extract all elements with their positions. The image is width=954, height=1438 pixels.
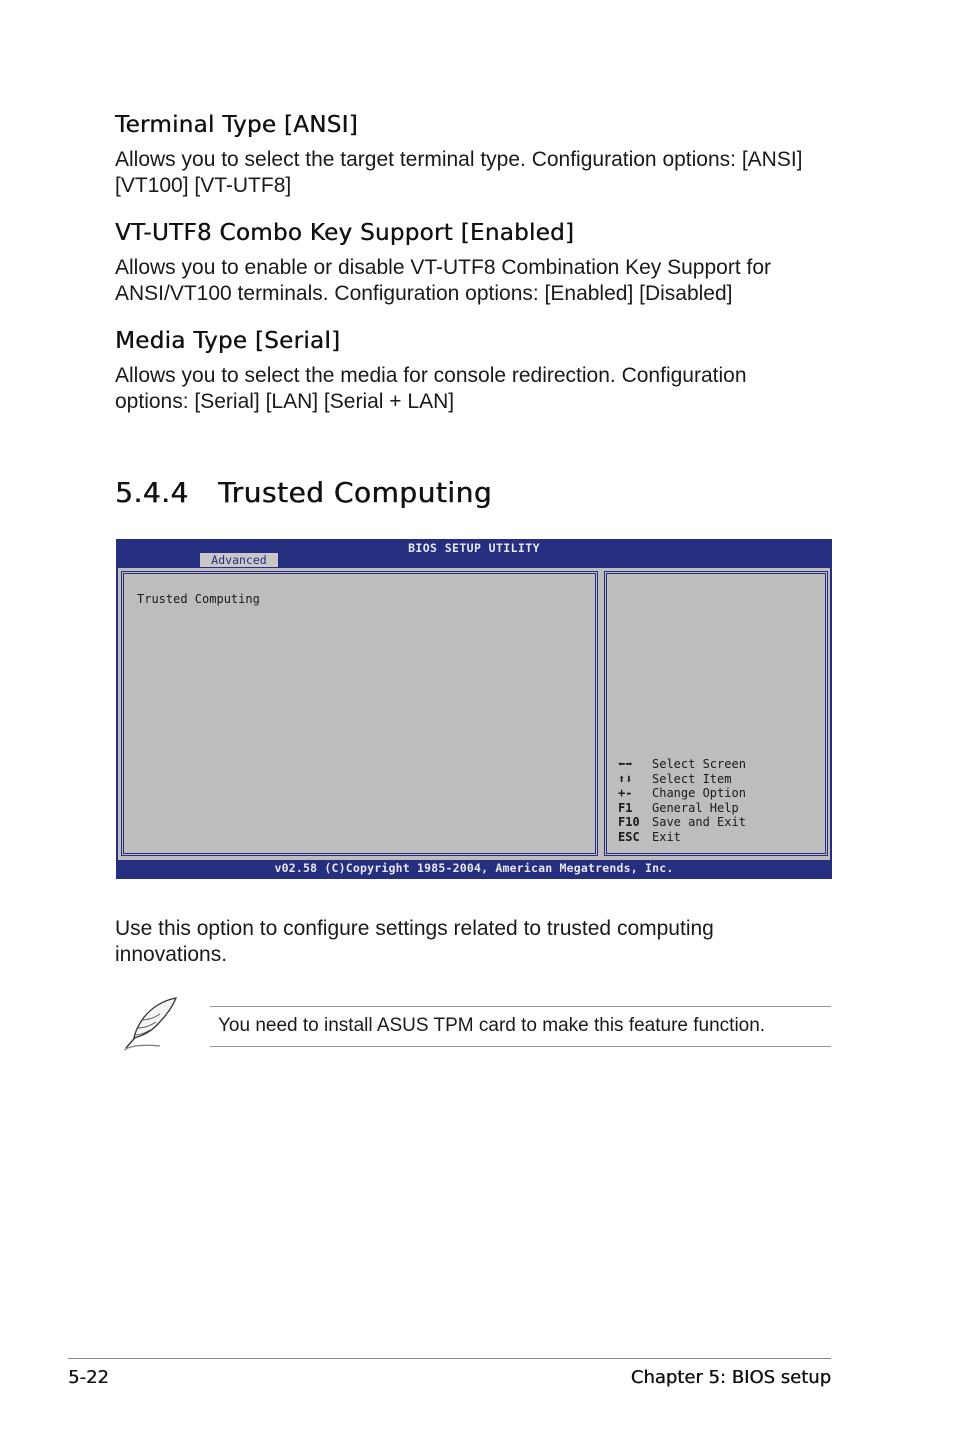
bios-body	[118, 568, 830, 860]
paragraph-line: Allows you to select the target terminal type. Configuration options: [ANSI]	[115, 148, 803, 171]
up-down-arrows-icon: ⬆⬇	[618, 771, 633, 786]
key-legend-item	[618, 786, 746, 801]
feather-quill-icon	[120, 994, 180, 1052]
key-legend-item	[618, 815, 746, 830]
section-title	[115, 476, 492, 509]
heading-vt-utf8-combo-key: VT-UTF8 Combo Key Support [Enabled]	[115, 220, 575, 246]
heading-media-type: Media Type [Serial]	[115, 328, 341, 354]
paragraph-line: Allows you to enable or disable VT-UTF8 Combination Key Support for	[115, 256, 771, 279]
key-action: Select Item	[652, 771, 732, 786]
key-action: Save and Exit	[652, 815, 746, 830]
paragraph-line: ANSI/VT100 terminals. Configuration options: [Enabled] [Disabled]	[115, 282, 733, 305]
key-legend-item	[618, 757, 746, 772]
paragraph-vt-utf8-combo-key	[115, 255, 845, 307]
paragraph-line: options: [Serial] [LAN] [Serial + LAN]	[115, 390, 455, 413]
section-number: 5.4.4	[115, 476, 189, 509]
section-title-text: Trusted Computing	[218, 476, 492, 509]
footer-rule	[68, 1358, 831, 1359]
paragraph-media-type	[115, 363, 845, 415]
bios-copyright: v02.58 (C)Copyright 1985-2004, American Megatrends, Inc.	[274, 861, 674, 875]
chapter-title: Chapter 5: BIOS setup	[630, 1367, 831, 1388]
left-right-arrows-icon: ⬅➡	[618, 757, 633, 771]
bios-title: BIOS SETUP UTILITY	[408, 541, 540, 555]
bios-screen	[116, 539, 832, 879]
note-top-rule	[210, 1006, 831, 1007]
paragraph-line: [VT100] [VT-UTF8]	[115, 174, 292, 197]
tab-advanced[interactable]: Advanced	[200, 553, 278, 567]
page-number: 5-22	[68, 1367, 109, 1388]
heading-terminal-type: Terminal Type [ANSI]	[115, 112, 358, 138]
key-label: F1	[618, 800, 633, 815]
key-legend-item	[618, 830, 746, 845]
key-label: ESC	[618, 829, 640, 844]
key-legend-item	[618, 772, 746, 787]
key-label: +-	[618, 786, 633, 801]
key-action: Select Screen	[652, 757, 746, 771]
key-legend	[618, 757, 746, 845]
key-action: Exit	[652, 829, 681, 844]
paragraph-line: Use this option to configure settings related to trusted computing	[115, 917, 714, 940]
note-text: You need to install ASUS TPM card to make this feature function.	[218, 1015, 766, 1036]
note-bottom-rule	[210, 1046, 831, 1047]
paragraph-line: Allows you to select the media for console redirection. Configuration	[115, 364, 747, 387]
key-action: General Help	[652, 800, 739, 815]
menu-item-trusted-computing[interactable]: Trusted Computing	[137, 592, 260, 606]
paragraph-terminal-type	[115, 147, 845, 199]
key-legend-item	[618, 801, 746, 816]
paragraph-trusted-computing	[115, 916, 845, 968]
paragraph-line: innovations.	[115, 943, 228, 966]
bios-main-panel	[121, 571, 598, 856]
key-label: F10	[618, 815, 640, 830]
key-action: Change Option	[652, 786, 746, 801]
